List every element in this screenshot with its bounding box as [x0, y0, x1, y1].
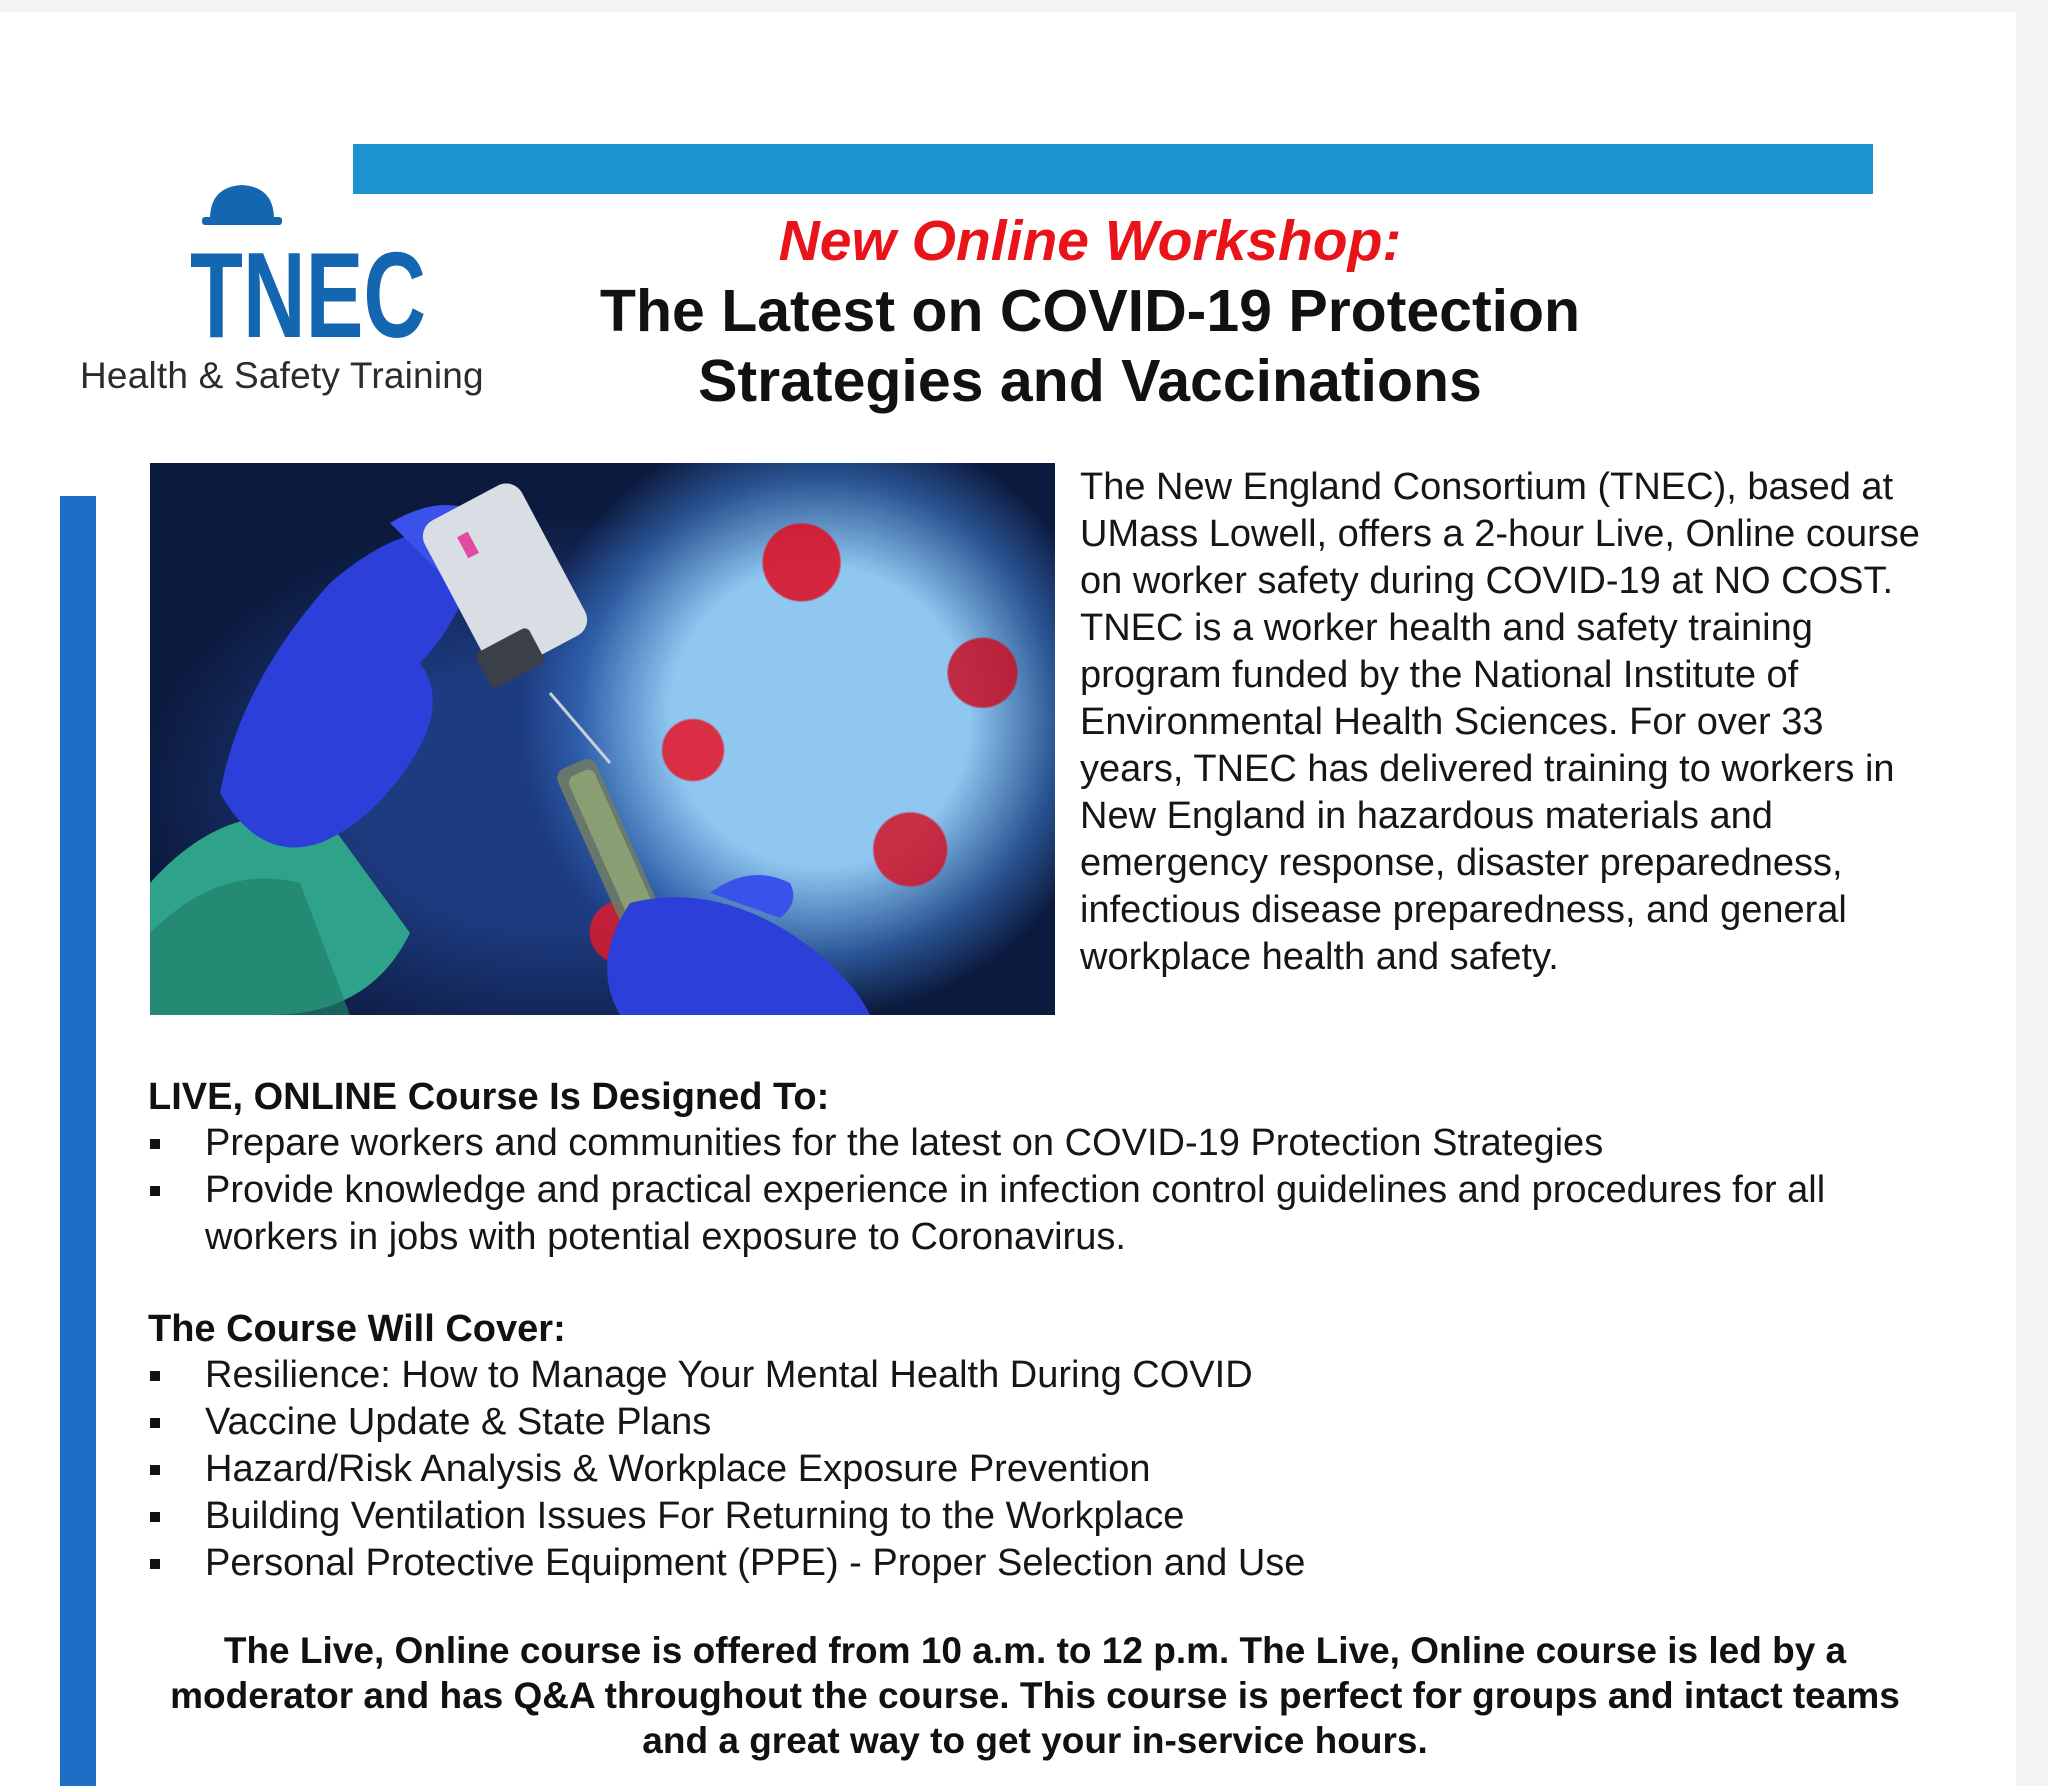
logo-tagline: Health & Safety Training — [80, 355, 484, 396]
tnec-logo — [60, 177, 520, 417]
list-item: Resilience: How to Manage Your Mental Health During COVID — [148, 1352, 1968, 1399]
designed-to-list — [148, 1120, 1968, 1261]
header-accent-bar — [353, 144, 1873, 194]
course-cover-heading: The Course Will Cover: — [148, 1308, 566, 1350]
title-line-2: Strategies and Vaccinations — [698, 348, 1482, 414]
logo-wordmark: TNEC — [190, 227, 426, 363]
list-item: Vaccine Update & State Plans — [148, 1399, 1968, 1446]
course-cover-list — [148, 1352, 1968, 1587]
intro-paragraph: The New England Consortium (TNEC), based at UMass Lowell, offers a 2-hour Live, Online course on worker safety during COVID-19 at NO COST. TNEC is a worker health and safety training program funded by the National Institute of Environmental Health Sciences. For over 33 years, TNEC has delivered training to workers in New England in hazardous materials and emergency response, disaster preparedness, infectious disease preparedness, and general workplace health and safety. — [1080, 466, 1920, 978]
workshop-kicker: New Online Workshop: — [778, 209, 1402, 273]
vaccine-syringe-photo-icon — [150, 463, 1055, 1015]
designed-to-section — [148, 1074, 1968, 1261]
flyer-page — [0, 12, 2016, 1786]
page-title — [500, 276, 1680, 416]
course-cover-section — [148, 1306, 1968, 1587]
hard-hat-worker-icon — [190, 177, 430, 363]
list-item: Personal Protective Equipment (PPE) - Proper Selection and Use — [148, 1540, 1968, 1587]
title-line-1: The Latest on COVID-19 Protection — [599, 278, 1581, 344]
list-item: Provide knowledge and practical experience in infection control guidelines and procedures for all workers in jobs with potential exposure to Coronavirus. — [148, 1167, 1968, 1261]
designed-to-heading: LIVE, ONLINE Course Is Designed To: — [148, 1076, 830, 1118]
list-item: Hazard/Risk Analysis & Workplace Exposure Prevention — [148, 1446, 1968, 1493]
list-item: Building Ventilation Issues For Returning to the Workplace — [148, 1493, 1968, 1540]
gloved-hands-illustration — [150, 463, 1055, 1015]
list-item: Prepare workers and communities for the latest on COVID-19 Protection Strategies — [148, 1120, 1968, 1167]
closing-statement: The Live, Online course is offered from 10 a.m. to 12 p.m. The Live, Online course is led by a moderator and has Q&A throughout the course. This course is perfect for groups and intact teams and a great way to get your in-service hours. — [170, 1630, 1900, 1761]
side-accent-bar — [60, 496, 96, 1786]
